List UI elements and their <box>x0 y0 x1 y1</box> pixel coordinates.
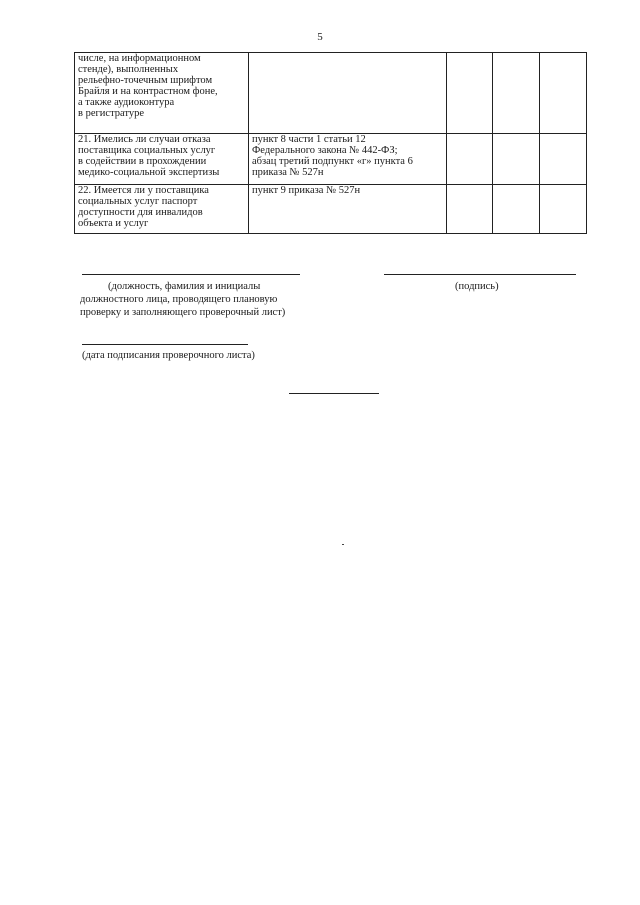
answer-no-cell <box>493 134 540 185</box>
question-cell <box>75 134 249 185</box>
answer-yes-cell <box>447 185 493 234</box>
table-row <box>75 185 587 234</box>
page-number: 5 <box>317 31 323 43</box>
answer-na-cell <box>540 134 587 185</box>
signature-line <box>384 274 576 275</box>
checklist-table <box>74 52 587 234</box>
question-cell <box>75 53 249 134</box>
answer-no-cell <box>493 185 540 234</box>
answer-yes-cell <box>447 53 493 134</box>
basis-text: пункт 8 части 1 статьи 12 Федерального закона № 442-ФЗ; абзац третий подпункт «г» пункта 6 приказа № 527н <box>252 134 413 178</box>
position-signature-line <box>82 274 300 275</box>
end-separator-line <box>289 393 379 394</box>
answer-na-cell <box>540 185 587 234</box>
table-row <box>75 53 587 134</box>
question-text: числе, на информационном стенде), выполненных рельефно-точечным шрифтом Брайля и на контрастном фоне, а также аудиоконтура в регистратуре <box>78 53 218 119</box>
basis-cell <box>249 134 447 185</box>
basis-text: пункт 9 приказа № 527н <box>252 185 361 196</box>
date-line <box>82 344 248 345</box>
question-text: 22. Имеется ли у поставщика социальных услуг паспорт доступности для инвалидов объекта и услуг <box>78 185 209 229</box>
position-caption: (должность, фамилия и инициалы должностного лица, проводящего плановую проверку и заполняющего проверочный лист) <box>80 281 286 318</box>
answer-yes-cell <box>447 134 493 185</box>
basis-cell <box>249 53 447 134</box>
basis-cell <box>249 185 447 234</box>
date-caption: (дата подписания проверочного листа) <box>82 350 255 361</box>
table-row <box>75 134 587 185</box>
question-cell <box>75 185 249 234</box>
signature-caption: (подпись) <box>455 281 499 292</box>
answer-na-cell <box>540 53 587 134</box>
question-text: 21. Имелись ли случаи отказа поставщика социальных услуг в содействии в прохождении медико-социальной экспертизы <box>78 134 220 178</box>
scan-speck <box>342 544 344 545</box>
answer-no-cell <box>493 53 540 134</box>
